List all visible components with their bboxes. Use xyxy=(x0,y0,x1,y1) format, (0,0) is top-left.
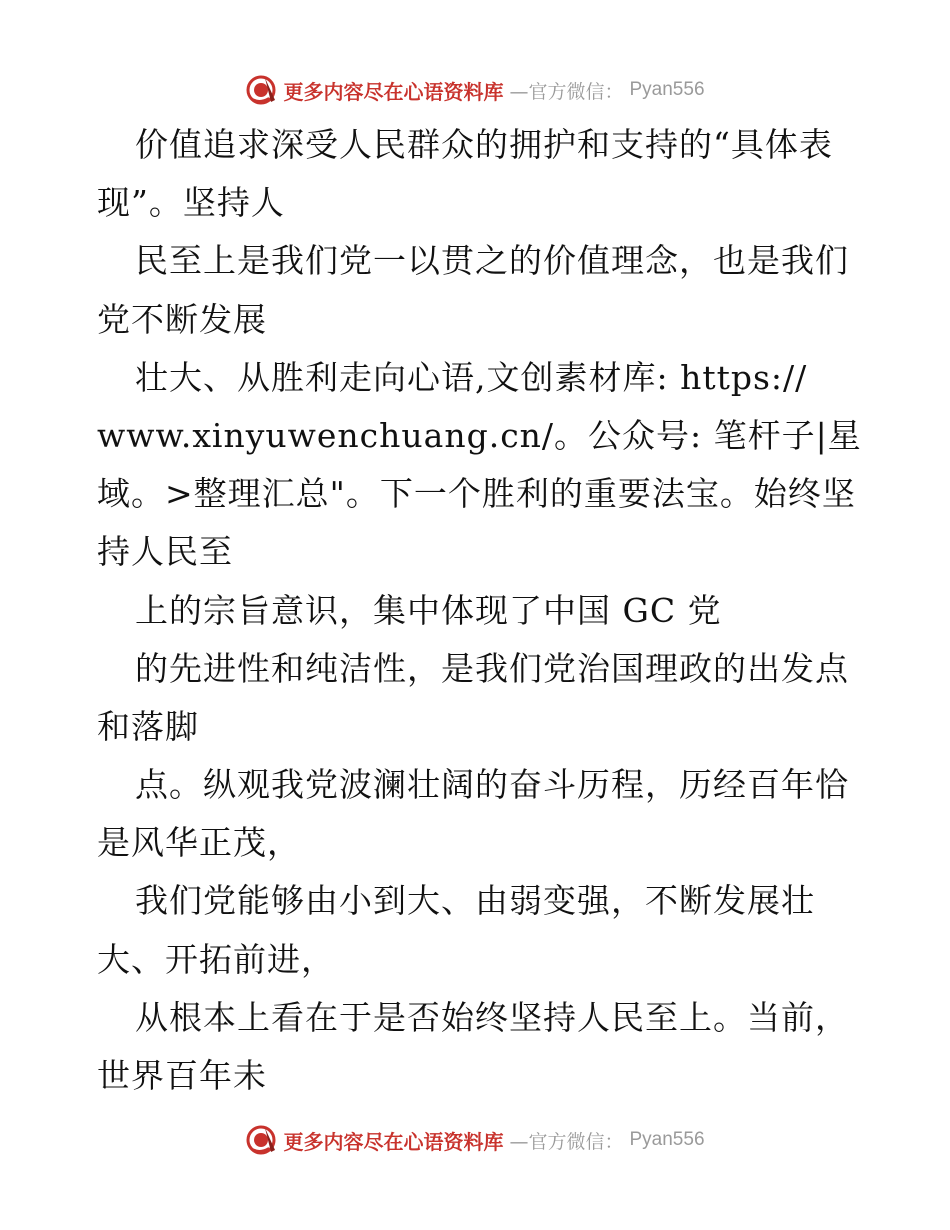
text-line: 我们党能够由小到大、由弱变强，不断发展壮 xyxy=(135,881,815,921)
pen-seal-icon xyxy=(245,74,277,106)
pen-seal-icon xyxy=(245,1124,277,1156)
text-line: 现”。坚持人 xyxy=(97,183,285,223)
text-line: 壮大、从胜利走向心语,文创素材库: https:// xyxy=(135,357,808,397)
watermark-wechat-label: —官方微信： xyxy=(509,80,624,103)
watermark-wechat-label: —官方微信： xyxy=(509,1130,624,1153)
watermark-brand-text: 更多内容尽在心语资料库 xyxy=(283,1129,504,1154)
text-line: www.xinyuwenchuang.cn/。公众号: 笔杆子|星 xyxy=(97,415,862,455)
text-line: 上的宗旨意识，集中体现了中国 GC 党 xyxy=(135,590,722,630)
text-line: 党不断发展 xyxy=(97,299,267,339)
text-line: 价值追求深受人民群众的拥护和支持的“具体表 xyxy=(135,125,833,164)
header-watermark xyxy=(0,70,950,110)
text-line: 大、开拓前进， xyxy=(97,939,335,979)
watermark-wechat-id: Pyan556 xyxy=(629,79,705,100)
watermark-brand-text: 更多内容尽在心语资料库 xyxy=(283,79,504,104)
text-line: 民至上是我们党一以贯之的价值理念，也是我们 xyxy=(135,241,849,281)
text-line: 和落脚 xyxy=(97,706,199,746)
text-line: 域。>整理汇总"。下一个胜利的重要法宝。始终坚 xyxy=(97,474,856,514)
text-line: 点。纵观我党波澜壮阔的奋斗历程，历经百年恰 xyxy=(135,765,849,805)
text-line: 世界百年未 xyxy=(97,1056,267,1095)
footer-watermark xyxy=(0,1120,950,1160)
document-body xyxy=(97,116,862,1105)
text-line: 是风华正茂， xyxy=(97,823,301,863)
watermark-wechat-id: Pyan556 xyxy=(629,1129,705,1150)
text-line: 从根本上看在于是否始终坚持人民至上。当前， xyxy=(135,997,849,1037)
text-line: 持人民至 xyxy=(97,532,233,572)
text-line: 的先进性和纯洁性，是我们党治国理政的出发点 xyxy=(135,648,849,688)
